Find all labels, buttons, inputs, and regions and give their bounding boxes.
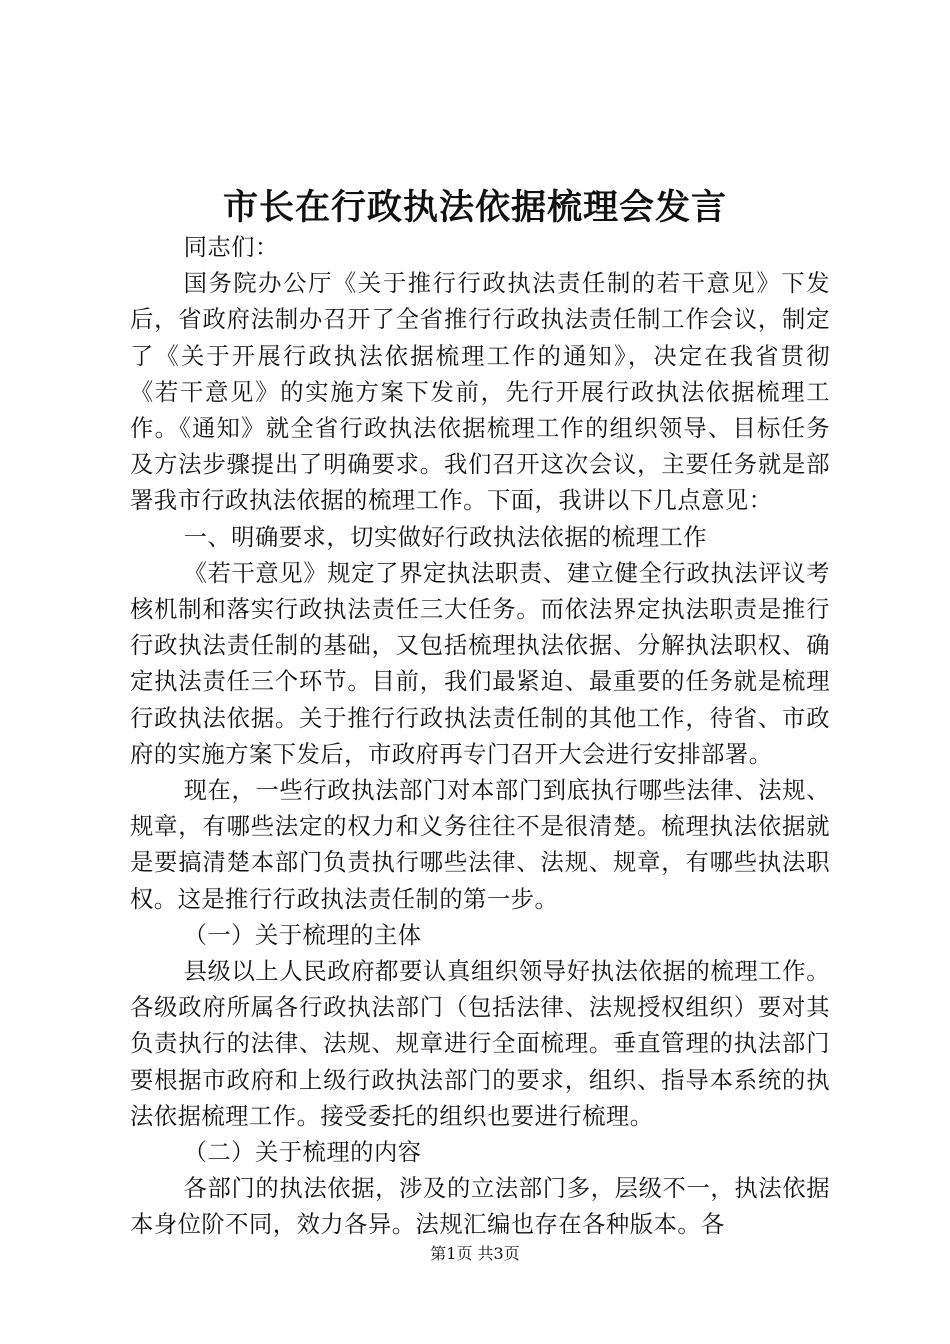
document-title: 市长在行政执法依据梳理会发言 xyxy=(222,187,727,228)
document-body xyxy=(130,230,830,1244)
paragraph-salutation: 同志们： xyxy=(183,234,279,261)
paragraph-content: 各部门的执法依据，涉及的立法部门多，层级不一，执法依据本身位阶不同，效力各异。法规汇编也存在各种版本。各 xyxy=(130,1175,830,1239)
subsection-heading-content: （二）关于梳理的内容 xyxy=(183,1139,422,1167)
paragraph-subject: 县级以上人民政府都要认真组织领导好执法依据的梳理工作。各级政府所属各行政执法部门（包括法律、法规授权组织）要对其负责执行的法律、法规、规章进行全面梳理。垂直管理的执法部门要根据市政府和上级行政执法部门的要求，组织、指导本系统的执法依据梳理工作。接受委托的组织也要进行梳理。 xyxy=(130,958,830,1130)
paragraph-tasks: 《若干意见》规定了界定执法职责、建立健全行政执法评议考核机制和落实行政执法责任三大任务。而依法界定执法职责是推行行政执法责任制的基础，又包括梳理执法依据、分解执法职权、确定执法责任三个环节。目前，我们最紧迫、最重要的任务就是梳理行政执法依据。关于推行行政执法责任制的其他工作，待省、市政府的实施方案下发后，市政府再专门召开大会进行安排部署。 xyxy=(130,559,830,768)
page-footer: 第1页 共3页 xyxy=(430,1244,520,1263)
paragraph-intro: 国务院办公厅《关于推行行政执法责任制的若干意见》下发后，省政府法制办召开了全省推行行政执法责任制工作会议，制定了《关于开展行政执法依据梳理工作的通知》，决定在我省贯彻《若干意见》的实施方案下发前，先行开展行政执法依据梳理工作。《通知》就全省行政执法依据梳理工作的组织领导、目标任务及方法步骤提出了明确要求。我们召开这次会议，主要任务就是部署我市行政执法依据的梳理工作。下面，我讲以下几点意见： xyxy=(130,270,830,515)
subsection-heading-subject: （一）关于梳理的主体 xyxy=(183,921,422,949)
section-heading-1: 一、明确要求，切实做好行政执法依据的梳理工作 xyxy=(183,523,708,551)
paragraph-current-situation: 现在，一些行政执法部门对本部门到底执行哪些法律、法规、规章，有哪些法定的权力和义务往往不是很清楚。梳理执法依据就是要搞清楚本部门负责执行哪些法律、法规、规章，有哪些执法职权。这是推行行政执法责任制的第一步。 xyxy=(130,777,830,913)
